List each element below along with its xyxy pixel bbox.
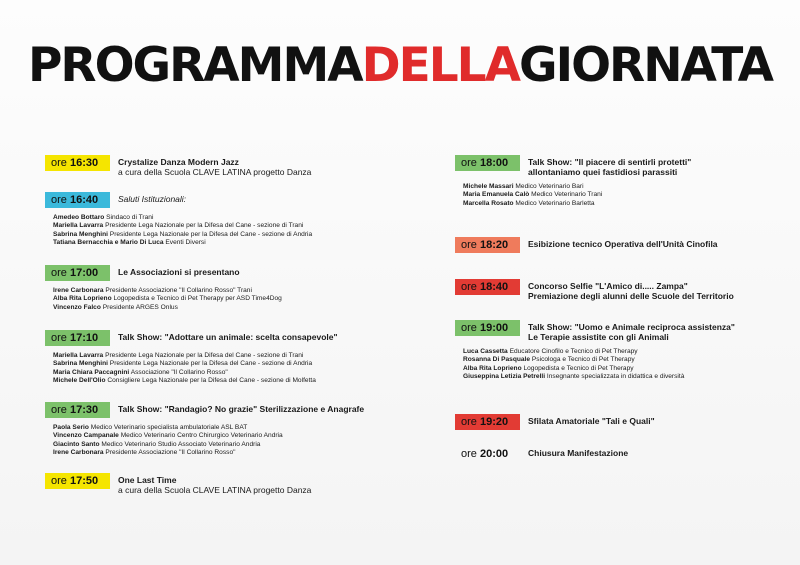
time-prefix: ore (51, 157, 67, 169)
speaker-role: Sindaco di Trani (106, 214, 154, 221)
time-prefix: ore (51, 475, 67, 487)
event-title: Crystalize Danza Modern Jazz (118, 157, 239, 167)
event-header (455, 237, 785, 253)
speaker-name: Alba Rita Loprieno (463, 364, 522, 372)
speaker-role: Insegnante specializzata in didattica e diversità (546, 373, 685, 381)
speaker-item (53, 231, 400, 239)
time-value: 17:00 (69, 267, 99, 279)
event-header (45, 330, 400, 346)
time-badge (455, 414, 520, 430)
speaker-role: Presidente Lega Nazionale per la Difesa del Cane - sezione di Trani (105, 352, 304, 359)
time-badge (45, 402, 110, 418)
speaker-list (463, 348, 785, 382)
time-prefix: ore (461, 239, 477, 251)
speaker-list (53, 214, 400, 248)
time-prefix: ore (461, 157, 477, 169)
speaker-name: Irene Carbonara (53, 449, 104, 457)
speaker-item (463, 191, 785, 199)
schedule-event (45, 330, 400, 386)
speaker-item (463, 373, 785, 381)
event-header (455, 155, 785, 177)
time-badge (45, 473, 110, 489)
speaker-name: Sabrina Menghini (53, 230, 108, 238)
schedule-event (455, 320, 785, 382)
event-text (528, 414, 655, 426)
time-value: 19:00 (479, 322, 509, 334)
event-title-line2: Premiazione degli alunni delle Scuole del Territorio (528, 291, 734, 301)
time-value: 17:10 (69, 332, 99, 344)
speaker-item (53, 369, 400, 377)
event-title: Talk Show: "Randagio? No grazie" Sterilizzazione e Anagrafe (118, 404, 365, 414)
time-value: 18:40 (479, 281, 509, 293)
schedule-event (455, 237, 785, 253)
speaker-role: Presidente Associazione "Il Collarino Rosso" (105, 449, 236, 457)
schedule-event (455, 414, 785, 430)
speaker-role: Consigliere Lega Nazionale per la Difesa del Cane - sezione di Molfetta (107, 377, 316, 385)
title-part-della: DELLA (361, 38, 519, 93)
speaker-name: Tatiana Bernacchia e Mario Di Luca (53, 239, 164, 247)
event-title: Talk Show: "Il piacere di sentirli protetti" (528, 157, 692, 167)
time-badge (45, 155, 110, 171)
speaker-item (53, 239, 400, 247)
speaker-role: Educatore Cinofilo e Tecnico di Pet Therapy (509, 348, 638, 355)
event-header (45, 265, 400, 281)
time-value: 20:00 (479, 448, 509, 460)
event-text (118, 155, 311, 177)
time-badge (455, 155, 520, 171)
event-subtitle: a cura della Scuola CLAVE LATINA progetto Danza (118, 485, 312, 495)
speaker-item (53, 360, 400, 368)
schedule-event (45, 192, 400, 248)
speaker-list (53, 352, 400, 386)
speaker-name: Rosanna Di Pasquale (463, 356, 531, 364)
speaker-item (463, 365, 785, 373)
title-part-giornata: GIORNATA (519, 38, 773, 93)
speaker-item (53, 377, 400, 385)
speaker-item (463, 348, 785, 356)
speaker-name: Sabrina Menghini (53, 360, 108, 368)
schedule-event (455, 279, 785, 301)
event-title: One Last Time (118, 475, 177, 485)
speaker-item (53, 352, 400, 360)
event-title: Talk Show: "Uomo e Animale reciproca assistenza" (528, 322, 735, 332)
time-badge (45, 330, 110, 346)
schedule-event (45, 473, 400, 495)
event-title-line2: allontaniamo quei fastidiosi parassiti (528, 167, 678, 177)
event-header (45, 155, 400, 177)
speaker-item (463, 356, 785, 364)
time-prefix: ore (51, 332, 67, 344)
schedule-event (455, 155, 785, 208)
event-header (45, 192, 400, 208)
time-value: 17:30 (69, 404, 99, 416)
speaker-role: Logopedista e Tecnico di Pet Therapy per ASD Time4Dog (113, 295, 282, 303)
event-header (455, 320, 785, 342)
speaker-name: Maria Emanuela Calò (463, 191, 530, 199)
speaker-role: Presidente Lega Nazionale per la Difesa del Cane - sezione di Trani (105, 222, 304, 230)
event-title: Saluti Istituzionali: (118, 194, 187, 204)
event-title: Talk Show: "Adottare un animale: scelta consapevole" (118, 332, 338, 342)
schedule-event (45, 265, 400, 312)
event-header (455, 446, 785, 462)
event-title: Esibizione tecnico Operativa dell'Unità Cinofila (528, 239, 718, 249)
event-subtitle: a cura della Scuola CLAVE LATINA progetto Danza (118, 167, 312, 177)
event-text (118, 265, 240, 277)
event-title: Le Associazioni si presentano (118, 267, 240, 277)
time-prefix: ore (51, 267, 67, 279)
speaker-name: Amedeo Bottaro (53, 214, 105, 221)
schedule-event (45, 155, 400, 177)
speaker-name: Vincenzo Falco (53, 303, 101, 311)
speaker-item (53, 295, 400, 303)
speaker-name: Maria Chiara Paccagnini (53, 368, 130, 376)
event-title: Concorso Selfie "L'Amico di..... Zampa" (528, 281, 688, 291)
speaker-role: Medico Veterinario Bari (515, 183, 584, 190)
speaker-role: Presidente Associazione "Il Collarino Rosso" Trani (105, 287, 252, 294)
time-badge (455, 237, 520, 253)
speaker-name: Vincenzo Campanale (53, 432, 119, 440)
time-badge (45, 192, 110, 208)
schedule-event (455, 446, 785, 462)
speaker-name: Michele Dell'Olio (53, 377, 106, 385)
event-text (528, 320, 735, 342)
speaker-role: Medico Veterinario Barletta (515, 199, 595, 207)
speaker-list (53, 424, 400, 458)
event-header (45, 473, 400, 495)
speaker-item (53, 441, 400, 449)
time-badge (455, 446, 520, 462)
schedule-event (45, 402, 400, 458)
speaker-role: Associazione "Il Collarino Rosso" (130, 368, 228, 376)
speaker-item (53, 304, 400, 312)
page-title (0, 38, 800, 94)
event-text (118, 402, 364, 414)
title-part-programma: PROGRAMMA (27, 38, 362, 93)
time-value: 19:20 (479, 416, 509, 428)
time-value: 18:00 (479, 157, 509, 169)
speaker-list (53, 287, 400, 312)
speaker-name: Giuseppina Letizia Petrelli (463, 373, 546, 381)
speaker-item (53, 449, 400, 457)
time-badge (455, 320, 520, 336)
speaker-name: Alba Rita Loprieno (53, 295, 112, 303)
speaker-item (463, 183, 785, 191)
event-header (455, 279, 785, 301)
event-text (528, 155, 691, 177)
speaker-item (53, 424, 400, 432)
event-title: Chiusura Manifestazione (528, 448, 629, 458)
event-header (455, 414, 785, 430)
event-text (528, 279, 734, 301)
speaker-name: Mariella Lavarra (53, 352, 104, 359)
time-prefix: ore (461, 281, 477, 293)
event-title-line2: Le Terapie assistite con gli Animali (528, 332, 669, 342)
time-value: 16:30 (69, 157, 99, 169)
time-value: 16:40 (69, 194, 99, 206)
speaker-role: Presidente Lega Nazionale per la Difesa del Cane - sezione di Andria (109, 360, 313, 368)
speaker-role: Medico Veterinario Centro Chirurgico Veterinario Andria (120, 432, 283, 440)
event-header (45, 402, 400, 418)
time-badge (45, 265, 110, 281)
time-prefix: ore (461, 416, 477, 428)
time-value: 17:50 (69, 475, 99, 487)
time-prefix: ore (461, 448, 477, 460)
speaker-role: Psicologa e Tecnico di Pet Therapy (531, 356, 635, 364)
time-prefix: ore (461, 322, 477, 334)
speaker-name: Irene Carbonara (53, 287, 104, 294)
event-text (118, 330, 338, 342)
event-text (118, 473, 311, 495)
speaker-name: Luca Cassetta (463, 348, 508, 355)
speaker-name: Giacinto Santo (53, 440, 100, 448)
speaker-name: Mariella Lavarra (53, 222, 104, 230)
speaker-name: Marcella Rosato (463, 199, 514, 207)
speaker-role: Medico Veterinario Trani (531, 191, 603, 199)
time-prefix: ore (51, 404, 67, 416)
speaker-name: Paola Serio (53, 424, 89, 431)
event-title: Sfilata Amatoriale "Tali e Quali" (528, 416, 655, 426)
event-text (118, 192, 186, 204)
speaker-role: Medico Veterinario specialista ambulatoriale ASL BAT (90, 424, 248, 431)
speaker-item (53, 432, 400, 440)
speaker-role: Logopedista e Tecnico di Pet Therapy (523, 364, 634, 372)
speaker-name: Michele Massari (463, 183, 514, 190)
speaker-role: Eventi Diversi (165, 239, 206, 247)
time-prefix: ore (51, 194, 67, 206)
speaker-item (463, 200, 785, 208)
speaker-item (53, 287, 400, 295)
time-value: 18:20 (479, 239, 509, 251)
speaker-role: Presidente Lega Nazionale per la Difesa del Cane - sezione di Andria (109, 230, 313, 238)
event-text (528, 237, 718, 249)
speaker-list (463, 183, 785, 208)
speaker-item (53, 222, 400, 230)
speaker-role: Presidente ARGES Onlus (102, 303, 178, 311)
event-text (528, 446, 628, 458)
time-badge (455, 279, 520, 295)
speaker-role: Medico Veterinario Studio Associato Veterinario Andria (101, 440, 261, 448)
speaker-item (53, 214, 400, 222)
